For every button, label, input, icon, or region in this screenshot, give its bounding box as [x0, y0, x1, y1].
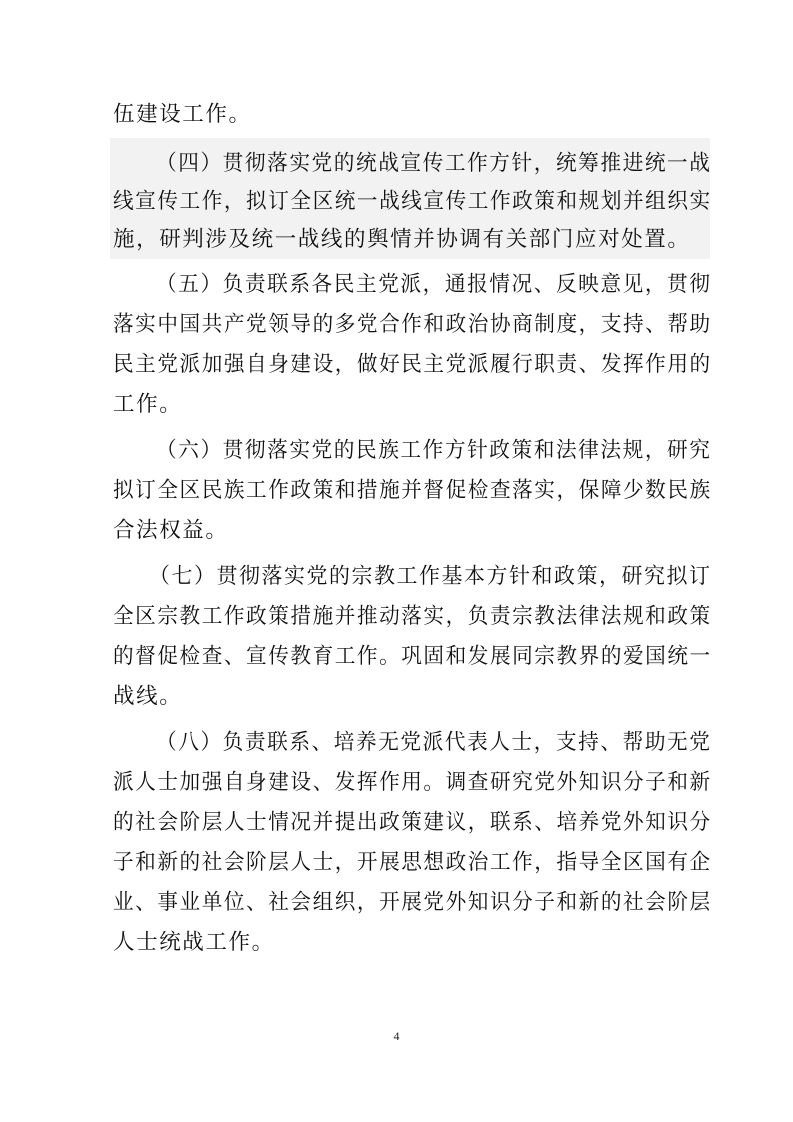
text-line: 伍建设工作。 [113, 102, 252, 127]
text-line: （四）贯彻落实党的统战宣传工作方针，统筹推进统一战 [156, 151, 712, 176]
text-line: 的督促检查、宣传教育工作。巩固和发展同宗教界的爱国统一 [113, 644, 712, 669]
text-line: 的社会阶层人士情况并提出政策建议，联系、培养党外知识分 [113, 810, 712, 835]
text-line: 民主党派加强自身建设，做好民主党派履行职责、发挥作用的 [113, 352, 712, 377]
text-line: 人士统战工作。 [113, 930, 275, 955]
text-line: （八）负责联系、培养无党派代表人士，支持、帮助无党 [156, 730, 712, 755]
text-line: 派人士加强自身建设、发挥作用。调查研究党外知识分子和新 [113, 770, 712, 795]
text-line: 全区宗教工作政策措施并推动落实，负责宗教法律法规和政策 [113, 604, 712, 629]
text-line: （六）贯彻落实党的民族工作方针政策和法律法规，研究 [156, 438, 712, 463]
text-line: （七）贯彻落实党的宗教工作基本方针和政策，研究拟订 [149, 564, 712, 589]
text-line: 业、事业单位、社会组织，开展党外知识分子和新的社会阶层 [113, 890, 712, 915]
text-line: 拟订全区民族工作政策和措施并督促检查落实，保障少数民族 [113, 478, 712, 503]
text-line: 落实中国共产党领导的多党合作和政治协商制度，支持、帮助 [113, 312, 712, 337]
text-line: 合法权益。 [113, 518, 229, 543]
text-line: 工作。 [113, 392, 183, 417]
text-line: 施，研判涉及统一战线的舆情并协调有关部门应对处置。 [113, 227, 691, 252]
page-number: 4 [393, 1029, 400, 1043]
text-line: 战线。 [113, 684, 183, 709]
text-line: 线宣传工作，拟订全区统一战线宣传工作政策和规划并组织实 [113, 189, 712, 214]
text-line: 子和新的社会阶层人士，开展思想政治工作，指导全区国有企 [113, 850, 712, 875]
text-line: （五）负责联系各民主党派，通报情况、反映意见，贯彻 [156, 272, 712, 297]
